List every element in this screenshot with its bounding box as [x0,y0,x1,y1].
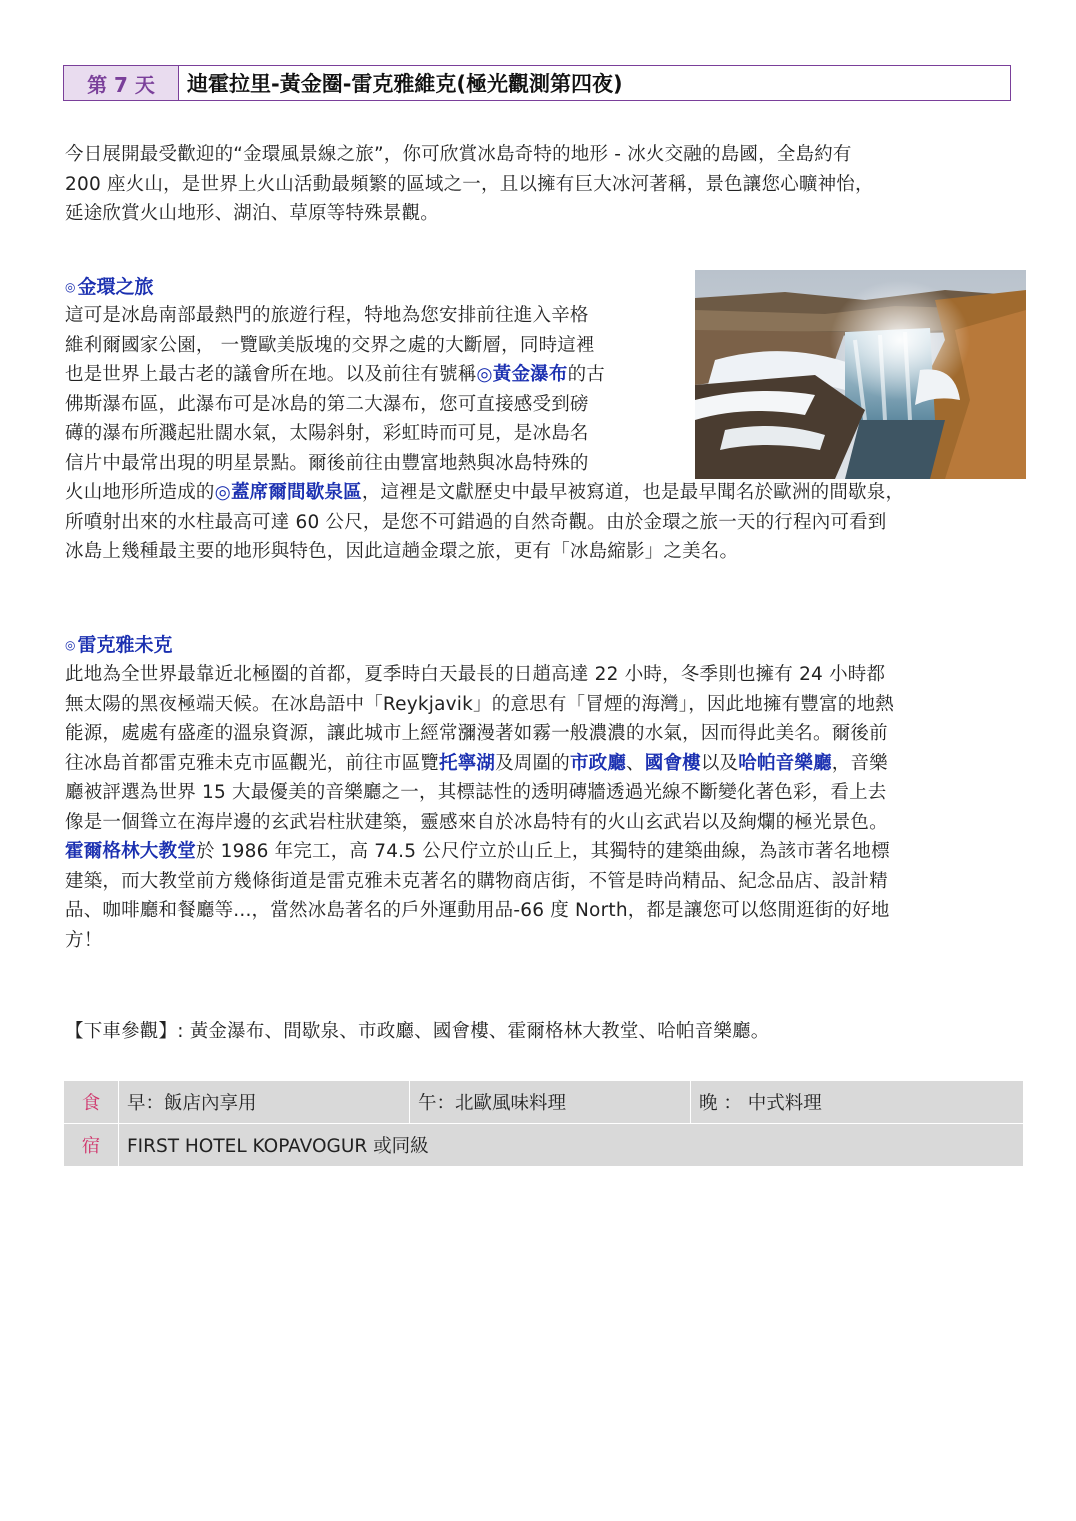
meals-label: 食 [64,1081,119,1124]
waterfall-illustration [695,270,1026,479]
text-fragment: 、 [626,752,645,774]
intro-line: 今日展開最受歡迎的“金環風景線之旅”，你可欣賞冰島奇特的地形 - 冰火交融的島國，全島約有 [65,144,852,165]
text-line: 維利爾國家公園， 一覽歐美版塊的交界之處的大斷層，同時這裡 [65,334,595,356]
text-line: 冰島上幾種最主要的地形與特色，因此這趟金環之旅，更有「冰島縮影」之美名。 [65,541,739,562]
meals-row [64,1081,1024,1124]
day-number: 第 7 天 [64,66,179,100]
text-fragment: ，音樂 [831,752,888,774]
meals-hotel-table [63,1080,1024,1167]
tjornin-highlight: 托寧湖 [439,752,496,774]
hotel-name: FIRST HOTEL KOPAVOGUR 或同級 [119,1124,1024,1167]
day-header [63,65,1011,101]
bullet-icon: ◎ [65,638,76,652]
text-fragment: 的古 [567,364,605,385]
reykjavik-paragraph [65,660,894,955]
text-fragment: 往冰島首都雷克雅未克市區觀光，前往市區覽 [65,752,440,774]
text-fragment: 火山地形所造成的 [65,482,215,503]
section-title: 金環之旅 [77,276,154,298]
text-fragment: 以及 [700,752,739,774]
breakfast-cell: 早：飯店內享用 [119,1081,410,1124]
section-title: 雷克雅未克 [77,634,173,656]
hotel-row [64,1124,1024,1167]
hotel-label: 宿 [64,1124,119,1167]
section-reykjavik-heading [65,630,173,657]
text-line: 無太陽的黑夜極端天候。在冰島語中「Reykjavik」的意思有「冒煙的海灣」，因此地擁有豐富的地熱 [65,693,894,715]
text-line: 這可是冰島南部最熱門的旅遊行程，特地為您安排前往進入辛格 [65,305,589,326]
text-line: 此地為全世界最靠近北極圈的首都，夏季時白天最長的日趙高達 22 小時，冬季則也擁有 24 小時都 [65,664,886,685]
lunch-cell: 午：北歐風味料理 [410,1081,691,1124]
geysir-highlight: ◎蓋席爾間歇泉區 [214,482,362,503]
intro-line: 200 座火山，是世界上火山活動最頻繁的區域之一，且以擁有巨大冰河著稱，景色讓您心曠神怡， [65,173,874,195]
text-line: 品、咖啡廳和餐廳等...，當然冰島著名的戶外運動用品-66 度 North，都是讓您可以悠閒逛街的好地 [65,900,890,921]
text-line: 也是世界上最古老的議會所在地。以及前往有號稱 [65,364,477,385]
day-title: 迪霍拉里-黃金圈-雷克雅維克(極光觀測第四夜) [187,72,623,96]
church-highlight: 霍爾格林大教堂 [65,841,196,862]
bullet-icon: ◎ [65,280,76,294]
intro-line: 延途欣賞火山地形、湖泊、草原等特殊景觀。 [65,203,440,224]
city-hall-highlight: 市政廳 [569,752,627,774]
text-line: 信片中最常出現的明星景點。爾後前往由豐富地熱與冰島特殊的 [65,452,589,474]
gullfoss-highlight: ◎黃金瀑布 [476,364,568,385]
text-line: 像是一個聳立在海岸邊的玄武岩柱狀建築，靈感來自於冰島特有的火山玄武岩以及絢爛的極光景色。 [65,811,888,833]
text-line: 礡的瀑布所濺起壯闊水氣，太陽斜射，彩虹時而可見，是冰島名 [65,423,589,444]
text-line: 能源，處處有盛產的溫泉資源，讓此城市上經常瀰漫著如霧一般濃濃的水氣，因而得此美名。爾後前 [65,723,888,744]
waterfall-photo [695,270,1026,479]
text-fragment: 及周圍的 [495,752,570,774]
section-golden-circle-heading [65,272,154,299]
intro-paragraph [65,140,874,229]
dinner-cell: 晚 ： 中式料理 [691,1081,1024,1124]
harpa-highlight: 哈帕音樂廳 [738,752,832,774]
text-fragment: ，這裡是文獻歷史中最早被寫道，也是最早聞名於歐洲的間歇泉， [361,482,905,503]
text-line: 佛斯瀑布區，此瀑布可是冰島的第二大瀑布，您可直接感受到磅 [65,393,589,415]
text-line: 所噴射出來的水柱最高可達 60 公尺，是您不可錯過的自然奇觀。由於金環之旅一天的行程內可看到 [65,511,887,533]
text-fragment: 於 1986 年完工，高 74.5 公尺佇立於山丘上，其獨特的建築曲線，為該市著名地標 [195,841,890,862]
text-line: 建築，而大教堂前方幾條街道是雷克雅未克著名的購物商店街，不管是時尚精品、紀念品店、設計精 [65,870,888,892]
stops-line: 【下車參觀】: 黃金瀑布、間歇泉、市政廳、國會樓、霍爾格林大教堂、哈帕音樂廳。 [65,1021,770,1042]
parliament-highlight: 國會樓 [644,752,701,774]
text-line: 廳被評選為世界 15 大最優美的音樂廳之一，其標誌性的透明磚牆透過光線不斷變化著色彩，看上去 [65,782,887,803]
text-line: 方！ [65,929,103,951]
